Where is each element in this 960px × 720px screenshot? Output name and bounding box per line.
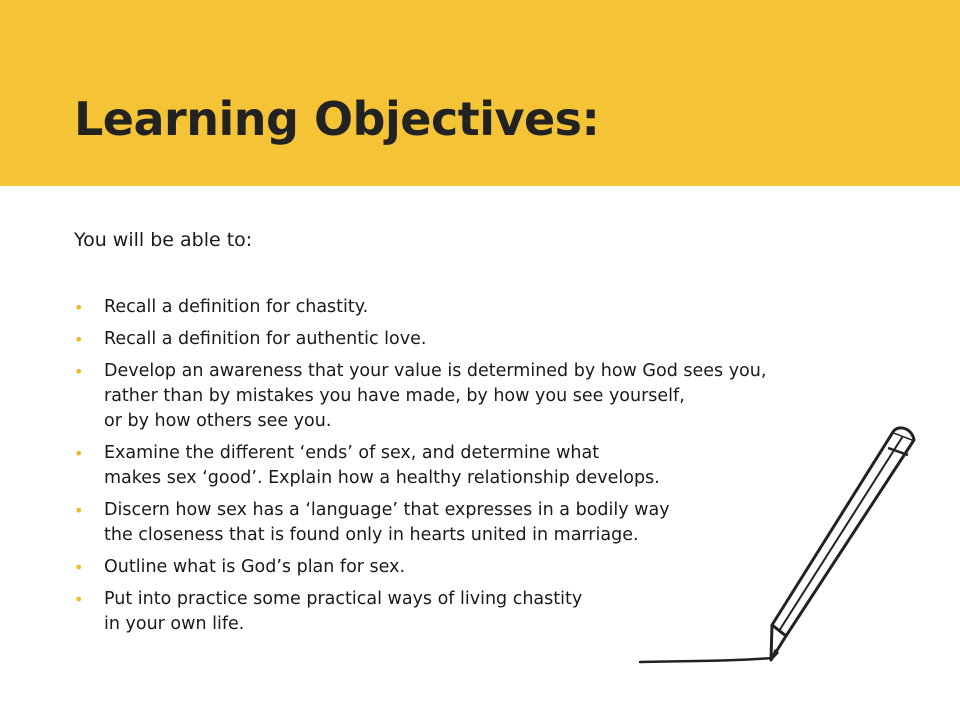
bullet-icon: • [74,558,84,577]
objective-item [74,327,934,352]
objective-line: Recall a definition for authentic love. [104,329,427,349]
objective-line: Develop an awareness that your value is determined by how God sees you, [104,361,767,381]
drawn-line [640,658,772,662]
objective-line: Discern how sex has a ‘language’ that expresses in a bodily way [104,500,670,520]
intro-text: You will be able to: [74,229,253,251]
bullet-icon: • [74,501,84,520]
pencil-stripe [779,436,903,631]
objective-line: Put into practice some practical ways of living chastity [104,589,583,609]
objective-line: Examine the different ‘ends’ of sex, and determine what [104,443,600,463]
bullet-icon: • [74,362,84,381]
objective-line: rather than by mistakes you have made, by how you see yourself, [104,386,685,406]
objective-line: makes sex ‘good’. Explain how a healthy relationship develops. [104,468,660,488]
bullet-icon: • [74,590,84,609]
bullet-icon: • [74,298,84,317]
objective-line: Recall a definition for chastity. [104,297,369,317]
bullet-icon: • [74,444,84,463]
objective-line: Outline what is God’s plan for sex. [104,557,406,577]
pencil-body [772,432,914,636]
objective-line: in your own life. [104,614,245,634]
objective-line: the closeness that is found only in hearts united in marriage. [104,525,639,545]
pencil-icon [630,420,930,670]
objective-item [74,295,934,320]
bullet-icon: • [74,330,84,349]
page-title: Learning Objectives: [74,92,600,146]
objective-line: or by how others see you. [104,411,332,431]
header-banner [0,0,960,186]
